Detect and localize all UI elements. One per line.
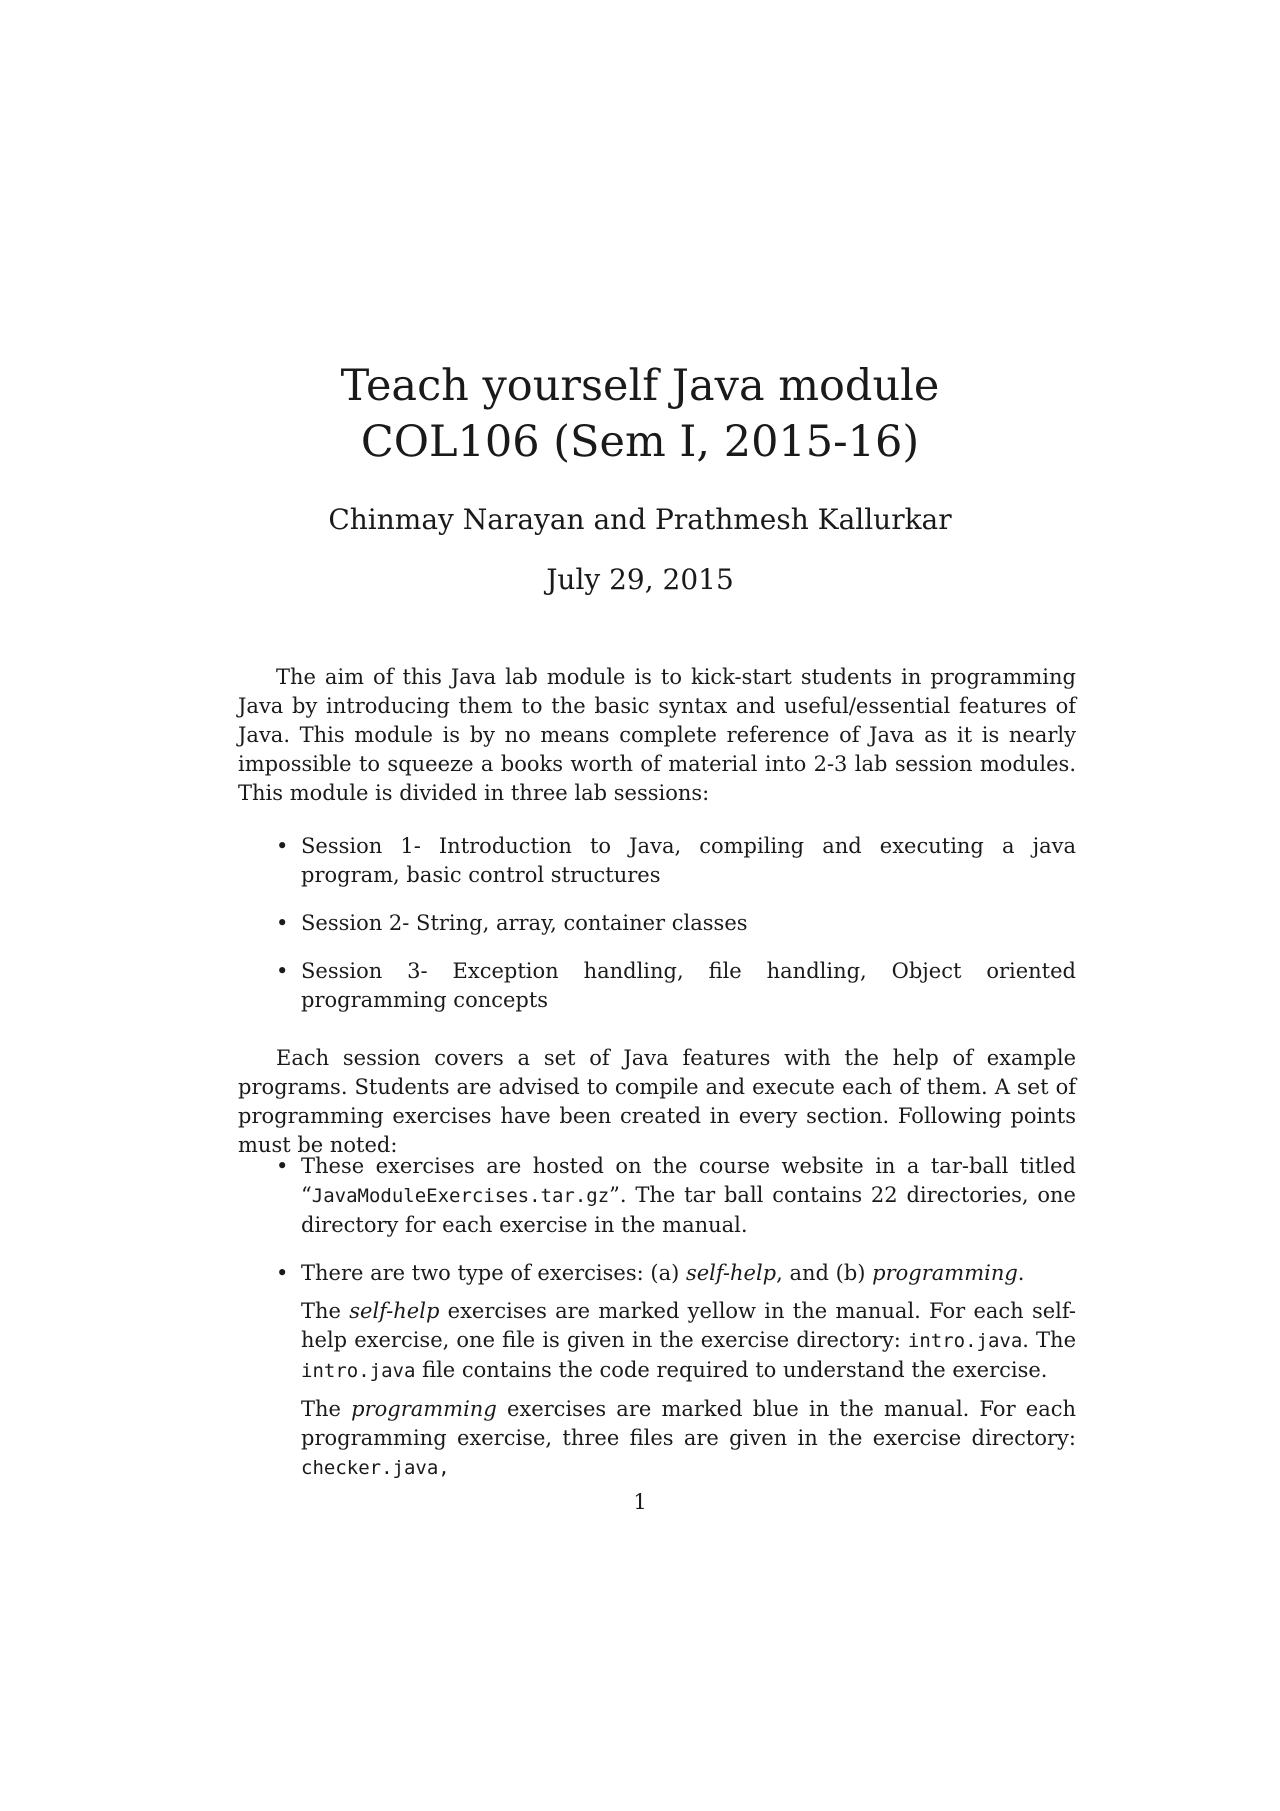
page-number: 1 <box>633 1490 647 1514</box>
document-title <box>0 358 1280 470</box>
list-item: • These exercises are hosted on the course website in a tar-ball titled “JavaModuleExercises.tar.gz”. The tar ball contains 22 directories, one directory for each exercise in the manual. <box>276 1154 1076 1237</box>
self-help-description: The self-help exercises are marked yellow in the manual. For each self-help exercise, one file is given in the exercise directory: intro.java. The intro.java file contains the code required to understand the exercise. <box>301 1299 1076 1382</box>
list-item: • Session 1- Introduction to Java, compiling and executing a java program, basic control structures <box>276 834 1076 887</box>
bullet-icon: • <box>276 1154 289 1178</box>
list-item: • Session 2- String, array, container classes <box>301 909 1076 938</box>
intro-paragraph-block <box>238 663 1076 808</box>
sessions-list-block <box>238 832 1076 1034</box>
sessions-list <box>238 832 1076 1015</box>
second-paragraph: Each session covers a set of Java features with the help of example programs. Students are advised to compile and execute each of them. A set of programming exercises have been created in every section. Following points must be noted: <box>238 1046 1076 1157</box>
date: July 29, 2015 <box>546 563 734 596</box>
list-item: • Session 3- Exception handling, file handling, Object oriented programming concepts <box>276 959 1076 1012</box>
programming-description: The programming exercises are marked blue in the manual. For each programming exercise, three files are given in the exercise directory: checker.java, <box>301 1397 1077 1479</box>
bullet-icon: • <box>276 911 289 935</box>
points-list-block <box>238 1152 1076 1502</box>
tarball-filename: JavaModuleExercises.tar.gz <box>311 1185 610 1207</box>
bullet-icon: • <box>276 959 289 983</box>
second-paragraph-block <box>238 1044 1076 1160</box>
list-item: • There are two type of exercises: (a) self-help, and (b) programming. The self-help exercises are marked yellow in the manual. For each self-help exercise, one file is given in the exercise directory: intro.java. The intro.java file contains the code required to understand the exercise. The programming exercises are marked blue in the manual. For each programming exercise, three files are given in the exercise directory: checker.java, <box>301 1259 1076 1483</box>
intro-paragraph: The aim of this Java lab module is to kick-start students in programming Java by introducing them to the basic syntax and useful/essential features of Java. This module is by no means complete reference of Java as it is nearly impossible to squeeze a books worth of material into 2-3 lab session modules. This module is divided in three lab sessions: <box>238 665 1076 805</box>
bullet-icon: • <box>276 834 289 858</box>
bullet-icon: • <box>276 1261 289 1285</box>
title-line-2: COL106 (Sem I, 2015-16) <box>360 417 920 467</box>
title-line-1: Teach yourself Java module <box>340 361 940 411</box>
points-list <box>238 1152 1076 1483</box>
authors: Chinmay Narayan and Prathmesh Kallurkar <box>328 503 952 536</box>
